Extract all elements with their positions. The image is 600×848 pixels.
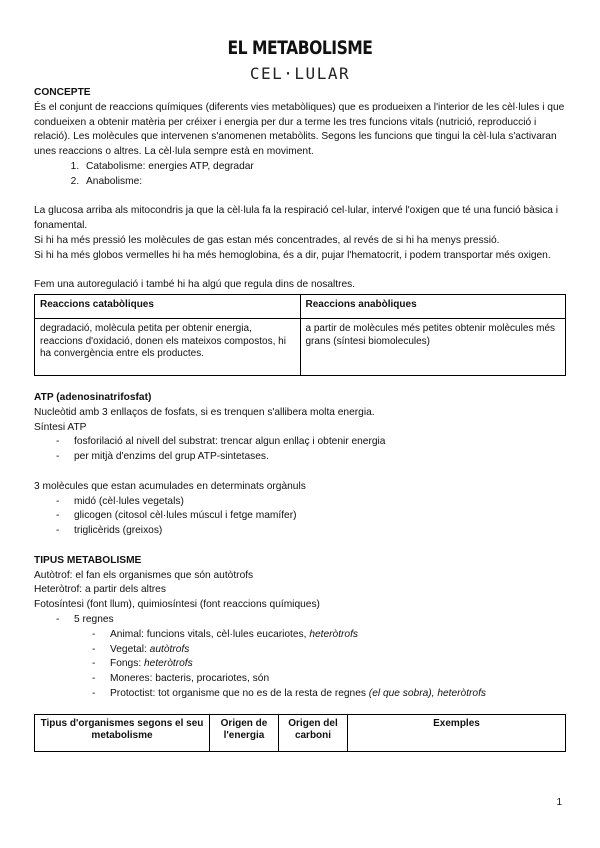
list-item: - Animal: funcions vitals, cèl·lules eucariotes, heteròtrofs	[92, 628, 566, 643]
section-heading-atp: ATP (adenosinatrifosfat)	[34, 391, 152, 403]
list-item	[56, 613, 566, 702]
reactions-table	[34, 294, 566, 376]
concepte-paragraph: És el conjunt de reaccions químiques (diferents vies metabòliques) que es produeixen a l'interior de les cèl·lules i que condueixen a obtenir matèria per créixer i energia per dur a terme les tres funcions vitals (nutrició, reproducció i relació). Les molècules que intervenen s'anomenen metabòlits. Segons les funcions que tingui la cèl·lula s'activaran unes reaccions o altres. La cèl·lula sempre està en moviment.	[34, 101, 565, 158]
concepte-list	[34, 160, 566, 190]
document-page	[34, 36, 566, 752]
list-item: - fosforilació al nivell del substrat: trencar algun enllaç i obtenir energia	[56, 435, 566, 450]
table-header: Reaccions anabòliques	[300, 295, 566, 319]
table-header: Origen de l'energia	[210, 714, 279, 751]
section-heading-concepte: CONCEPTE	[34, 87, 91, 98]
paragraph: Síntesi ATP	[34, 421, 87, 433]
list-item: - Vegetal: autòtrofs	[92, 643, 566, 658]
paragraph: Si hi ha més globos vermelles hi ha més hemoglobina, és a dir, pujar l'hematocrit, i podem transportar més oxigen.	[34, 249, 551, 261]
list-item: - Fongs: heteròtrofs	[92, 657, 566, 672]
list-item: - triglicèrids (greixos)	[56, 524, 566, 539]
table-header: Origen del carboni	[279, 714, 348, 751]
table-header: Exemples	[348, 714, 566, 751]
list-item: - glicogen (citosol cèl·lules múscul i fetge mamífer)	[56, 509, 566, 524]
atp-list	[34, 435, 566, 465]
metabolism-types-table	[34, 714, 566, 752]
table-header: Reaccions catabòliques	[35, 295, 301, 319]
paragraph: Si hi ha més pressió les molècules de gas estan més concentrades, al revés de si hi ha menys pressió.	[34, 234, 500, 246]
paragraph: La glucosa arriba als mitocondris ja que la cèl·lula fa la respiració cel·lular, intervé l'oxigen que té una funció bàsica i fonamental.	[34, 205, 559, 232]
paragraph: Nucleòtid amb 3 enllaços de fosfats, si es trenquen s'allibera molta energia.	[34, 406, 375, 418]
table-cell: a partir de molècules més petites obtenir molècules més grans (síntesi biomolecules)	[300, 319, 566, 376]
list-item: - midó (cèl·lules vegetals)	[56, 495, 566, 510]
molecules-list	[34, 495, 566, 539]
document-subtitle: CEL·LULAR	[249, 64, 351, 83]
document-title: EL METABOLISME	[227, 37, 373, 59]
regnes-sublist	[78, 628, 566, 702]
list-item: 1. Catabolisme: energies ATP, degradar	[82, 160, 566, 175]
table-header: Tipus d'organismes segons el seu metabolisme	[35, 714, 210, 751]
list-item: - per mitjà d'enzims del grup ATP-sintetases.	[56, 450, 566, 465]
list-item: 2. Anabolisme:	[82, 175, 566, 190]
table-cell: degradació, molècula petita per obtenir energia, reaccions d'oxidació, donen els mateixos compostos, hi ha convergència entre els productes.	[35, 319, 301, 376]
list-item: - Moneres: bacteris, procariotes, són	[92, 672, 566, 687]
regnes-label: 5 regnes	[74, 613, 114, 625]
paragraph: Fem una autoregulació i també hi ha algú que regula dins de nosaltres.	[34, 279, 356, 291]
paragraph: 3 molècules que estan acumulades en determinats orgànuls	[34, 480, 306, 492]
paragraph: Fotosíntesi (font llum), quimiosíntesi (font reaccions químiques)	[34, 599, 320, 611]
page-number: 1	[556, 797, 562, 808]
list-item: - Protoctist: tot organisme que no es de la resta de regnes (el que sobra), heteròtrofs	[92, 687, 566, 702]
regnes-list	[34, 613, 566, 702]
paragraph: Heteròtrof: a partir dels altres	[34, 584, 166, 596]
section-heading-tipus: TIPUS METABOLISME	[34, 554, 142, 566]
paragraph: Autòtrof: el fan els organismes que són autòtrofs	[34, 569, 254, 581]
